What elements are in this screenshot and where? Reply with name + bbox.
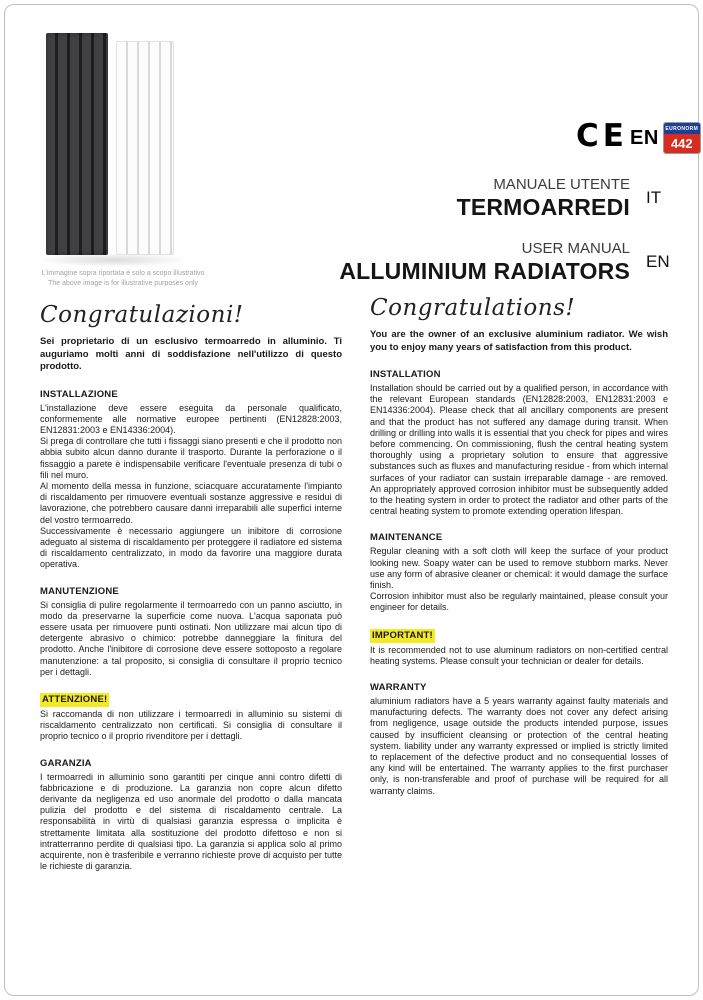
section-heading-installazione: INSTALLAZIONE	[40, 388, 118, 400]
manual-title-en: ALLUMINIUM RADIATORS	[339, 258, 630, 284]
section-heading-maintenance: MAINTENANCE	[370, 532, 443, 544]
section-heading-garanzia: GARANZIA	[40, 757, 92, 769]
section-paragraph: Successivamente è necessario aggiungere un inibitore di corrosione adeguato al sistema di riscaldamento per proteggere il radiatore ed sistema di riscaldamento centralizzato, in modo da favorire una maggiore durata operativa.	[40, 525, 342, 570]
section-paragraph: L'installazione deve essere eseguita da personale qualificato, conformemente alle normative europee pertinenti (EN12828:2003, EN12831:2003 e EN14336:2004).	[40, 402, 342, 435]
manual-kicker-en: USER MANUAL	[521, 240, 630, 257]
photo-caption	[28, 269, 218, 288]
section-attenzione	[40, 693, 342, 743]
en-label: EN	[630, 126, 659, 149]
section-paragraph: It is recommended not to use aluminum radiators on non-certified central heating systems. Please consult your technician or dealer for details.	[370, 644, 668, 666]
section-installation	[370, 369, 668, 517]
manual-kicker-it: MANUALE UTENTE	[493, 176, 630, 193]
radiator-shadow	[38, 253, 188, 267]
radiator-dark-image	[46, 33, 108, 255]
section-warranty	[370, 682, 668, 797]
column-english	[370, 293, 668, 797]
euronorm-label: EURONORM	[664, 123, 700, 134]
section-garanzia	[40, 758, 342, 873]
lang-label-it: IT	[646, 188, 662, 207]
intro-it: Sei proprietario di un esclusivo termoarredo in alluminio. Ti auguriamo molti anni di soddisfazione nell'utilizzo di questo prodotto.	[40, 336, 342, 372]
section-paragraph: Si consiglia di pulire regolarmente il termoarredo con un panno asciutto, in modo da preservarne la superficie come nuova. L'acqua saponata può essere usata per rimuovere punti ostinati. Non utilizzare mai alcun tipo di detergente abrasivo o chimico: potrebbe danneggiare la finitura del prodotto. Anche l'inibitore di corrosione deve essere sottoposto a regolare manutenzione: a tal proposito, si consiglia di consultare il proprio tecnico per i dettagli.	[40, 599, 342, 677]
product-photo	[38, 25, 208, 287]
section-paragraph: Regular cleaning with a soft cloth will keep the surface of your product looking new. Soapy water can be used to remove stubborn marks. Never use any form of abrasive cleaner or chemical: it would damage the surface finish.	[370, 546, 668, 591]
greeting-en: Congratulations!	[370, 295, 576, 321]
ce-mark-icon: CE	[576, 118, 628, 154]
header-it	[457, 176, 670, 220]
section-maintenance	[370, 532, 668, 613]
section-paragraph: aluminium radiators have a 5 years warranty against faulty materials and manufacturing defects. The warranty does not cover any defect arising from negligence, usage outside the products intended purpose, issues caused by insufficient cleansing or protection of the central heating system. liability under any warranty expressed or implied is strictly limited to replacement of the defective product and no consequential losses of any kind will be entertained. The warranty applies to the first purchaser only, is non-transferable and proof of purchase will be required for all warranty claims.	[370, 696, 668, 796]
euronorm-badge-box	[663, 122, 701, 154]
section-paragraph: Si raccomanda di non utilizzare i termoarredi in alluminio su sistemi di riscaldamento centralizzato non certificati. Si consiglia di consultare il proprio tecnico o il proprio rivenditore per i dettagli.	[40, 708, 342, 742]
section-paragraph: Si prega di controllare che tutti i fissaggi siano presenti e che il prodotto non abbia subito alcun danno durante il trasporto. Durante la perforazione o il fissaggio a parete è indispensabile verificare l'eventuale presenza di tubi o fili nel muro.	[40, 436, 342, 480]
section-paragraph: Installation should be carried out by a qualified person, in accordance with the relevant European standards (EN12828:2003, EN12831:2003 e EN14336:2004). Please check that all ancillary components are present and that the product has not suffered any damage during transit. When drilling or drilling into walls it is essential that you check for pipes and wires before commencing. On commissioning, flush the central heating system thoroughly using a proprietary solution to ensure that aggressive substances such as fluxes and manufacturing residue - from which internal surfaces of your radiator can sustain irreparable damage - are removed. An appropriately approved corrosion inhibitor must be subsequently added to the heating system in order to protect the radiator and other parts of the central heating system to promote extending operation lifespan.	[370, 383, 668, 517]
lang-label-en: EN	[646, 252, 670, 271]
header-en	[339, 240, 670, 284]
badge-number: 442	[664, 134, 700, 153]
section-heading-attenzione: ATTENZIONE!	[42, 693, 108, 705]
section-paragraph: Al momento della messa in funzione, sciacquare accuratamente l'impianto di riscaldamento per rimuovere eventuali sostanze aggressive e residui di lavorazione, che potrebbero causare danni irreparabili alle superfici interne del vostro termoarredo.	[40, 480, 342, 525]
section-paragraph: Corrosion inhibitor must also be regularly maintained, please consult your engineer for details.	[370, 591, 668, 613]
column-italian	[40, 300, 342, 872]
section-heading-manutenzione: MANUTENZIONE	[40, 585, 119, 597]
section-installazione	[40, 389, 342, 571]
photo-caption-it: L'immagine sopra riportata è solo a scopo illustrativo	[41, 270, 205, 277]
greeting-it: Congratulazioni!	[40, 302, 244, 328]
section-paragraph: I termoarredi in alluminio sono garantiti per cinque anni contro difetti di fabbricazione e di produzione. La garanzia non copre alcun difetto derivante da negligenza ed uso anormale del prodotto o dalla mancata pulizia del prodotto e del sistema di riscaldamento centrale. La responsabilità in virtù di qualsiasi garanzia espressa o implicita è strettamente limitata alla sostituzione del prodotto difettoso e non si intratterranno perdite di qualsiasi tipo. La garanzia si applica solo al primo acquirente, non è trasferibile e verranno richieste prove di acquisto per tutte le richieste di garanzia.	[40, 771, 342, 872]
euronorm-442-badge	[630, 122, 701, 154]
intro-en: You are the owner of an exclusive aluminium radiator. We wish you to enjoy many years of satisfaction from this product.	[370, 329, 668, 353]
section-heading-important: IMPORTANT!	[372, 629, 433, 641]
section-heading-warranty: WARRANTY	[370, 682, 427, 694]
radiator-white-image	[116, 41, 174, 255]
photo-caption-en: The above image is for illustrative purposes only	[48, 279, 198, 287]
section-heading-installation: INSTALLATION	[370, 369, 441, 380]
manual-title-it: TERMOARREDI	[456, 194, 630, 220]
section-important	[370, 629, 668, 667]
section-manutenzione	[40, 586, 342, 678]
